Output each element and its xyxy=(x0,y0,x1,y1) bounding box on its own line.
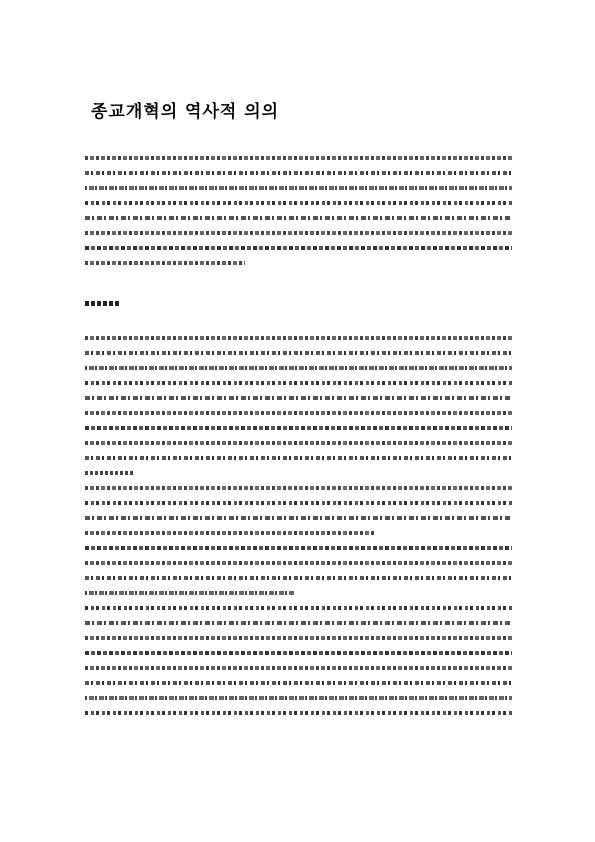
text-line xyxy=(85,351,512,355)
text-line xyxy=(85,231,512,235)
body-paragraphs xyxy=(85,330,512,726)
text-line xyxy=(85,456,512,460)
text-line xyxy=(85,246,512,250)
text-line xyxy=(85,636,512,640)
text-line xyxy=(85,621,512,625)
text-line xyxy=(85,501,512,505)
text-line xyxy=(85,666,512,670)
text-line xyxy=(85,711,512,715)
text-line xyxy=(85,441,512,445)
text-line xyxy=(85,576,512,580)
text-line xyxy=(85,681,512,685)
text-line xyxy=(85,186,512,190)
text-line xyxy=(85,396,512,400)
text-line xyxy=(85,426,512,430)
text-line xyxy=(85,366,512,370)
text-line xyxy=(85,696,512,700)
section-heading xyxy=(85,301,119,306)
text-line xyxy=(85,486,512,490)
intro-paragraph xyxy=(85,150,512,276)
text-line xyxy=(85,171,512,175)
text-line xyxy=(85,381,512,385)
text-line xyxy=(85,336,512,340)
text-line xyxy=(85,651,512,655)
text-line xyxy=(85,471,135,475)
text-line xyxy=(85,216,512,220)
text-line xyxy=(85,516,512,520)
text-line xyxy=(85,591,295,595)
text-line xyxy=(85,531,375,535)
text-line xyxy=(85,411,512,415)
text-line xyxy=(85,156,512,160)
text-line xyxy=(85,546,512,550)
text-line xyxy=(85,261,245,265)
text-line xyxy=(85,201,512,205)
document-title: 종교개혁의 역사적 의의 xyxy=(91,102,280,122)
text-line xyxy=(85,606,512,610)
text-line xyxy=(85,561,512,565)
